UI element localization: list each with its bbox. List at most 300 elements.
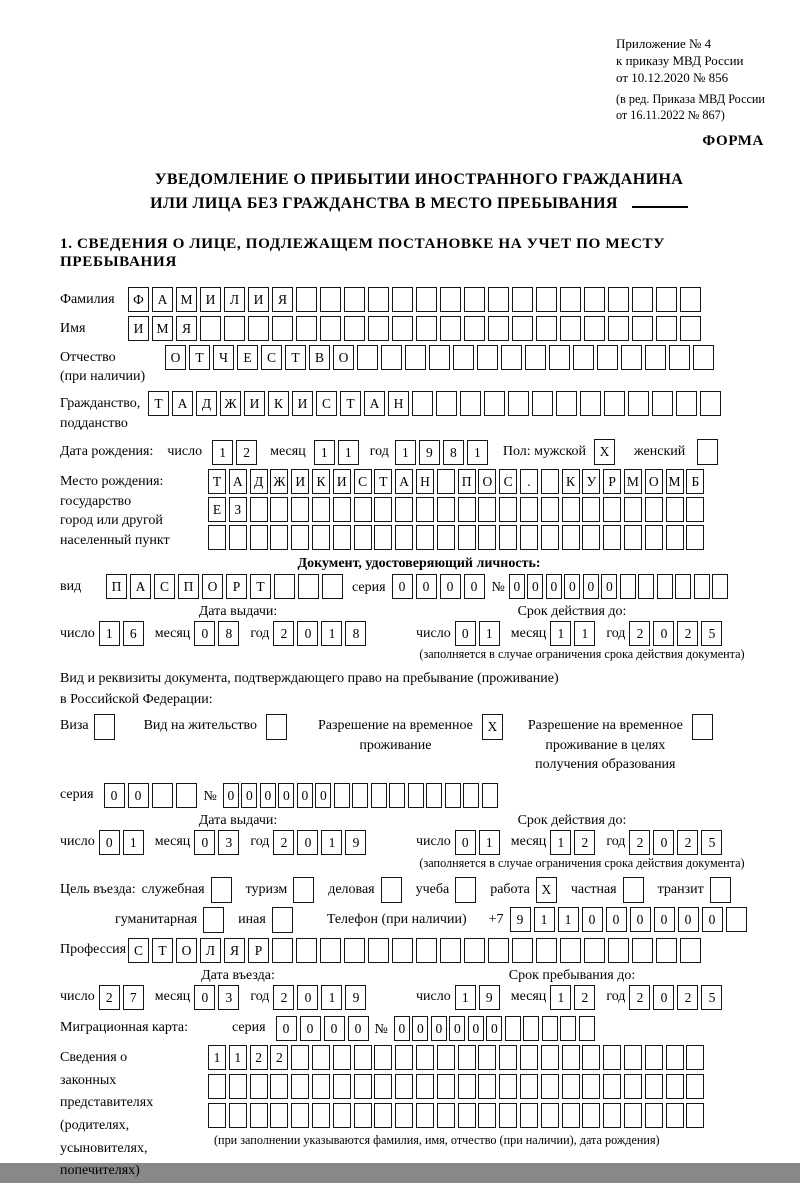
char-box [638, 574, 654, 599]
sex-female-checkbox[interactable] [697, 439, 721, 465]
valid-month-boxes[interactable] [550, 621, 598, 646]
char-box: А [364, 391, 385, 416]
char-box [320, 316, 341, 341]
char-box [645, 345, 666, 370]
char-box [520, 1103, 538, 1128]
char-box: 1 [208, 1045, 226, 1070]
residence-series-boxes[interactable] [104, 783, 200, 808]
char-box [621, 345, 642, 370]
char-box [344, 938, 365, 963]
char-box: 0 [300, 1016, 321, 1041]
char-box: 7 [123, 985, 144, 1010]
char-box [312, 1045, 330, 1070]
char-box [344, 316, 365, 341]
guardians-boxes-row1[interactable] [208, 1045, 778, 1070]
char-box: 0 [678, 907, 699, 932]
citizenship-label [60, 391, 148, 433]
citizenship-row [60, 391, 778, 433]
char-box: 0 [601, 574, 617, 599]
char-box [624, 497, 642, 522]
char-box [354, 1074, 372, 1099]
guardians-boxes-row2[interactable] [208, 1074, 778, 1099]
char-box [645, 1045, 663, 1070]
doc-number-boxes[interactable] [509, 574, 731, 599]
char-box [726, 907, 747, 932]
residence-permit-label: Вид на жительство [143, 718, 257, 734]
purpose-transit-label: транзит [657, 881, 704, 897]
char-box [686, 497, 704, 522]
char-box [656, 316, 677, 341]
purpose-business-checkbox[interactable] [381, 877, 405, 903]
char-box [620, 574, 636, 599]
char-box: 0 [606, 907, 627, 932]
guardians-boxes-row3[interactable] [208, 1103, 778, 1128]
char-box: 0 [582, 907, 603, 932]
char-box [624, 1103, 642, 1128]
char-box [320, 287, 341, 312]
char-box: О [202, 574, 223, 599]
char-box [562, 525, 580, 550]
char-box: X [594, 439, 615, 465]
char-box [296, 316, 317, 341]
char-box: И [128, 316, 149, 341]
char-box [478, 525, 496, 550]
char-box [392, 938, 413, 963]
char-box [656, 287, 677, 312]
char-box [464, 287, 485, 312]
char-box: 2 [677, 830, 698, 855]
valid-day-boxes[interactable] [455, 621, 503, 646]
birth-date-label: Дата рождения: [60, 444, 154, 460]
char-box: 2 [270, 1045, 288, 1070]
guardians-note: (при заполнении указываются фамилия, имя, отчество (при наличии), дата рождения) [214, 1132, 660, 1147]
char-box [291, 1103, 309, 1128]
char-box [488, 316, 509, 341]
char-box [499, 1103, 517, 1128]
year-label: год [250, 625, 270, 641]
char-box [573, 345, 594, 370]
char-box: Н [416, 469, 434, 494]
char-box [512, 938, 533, 963]
char-box [320, 938, 341, 963]
char-box [296, 938, 317, 963]
char-box: Т [208, 469, 226, 494]
month-label: месяц [154, 989, 191, 1005]
char-box: 1 [467, 440, 488, 465]
sex-label: Пол: мужской [502, 444, 587, 460]
char-box: 1 [395, 440, 416, 465]
char-box [266, 714, 287, 740]
form-title-line2: ИЛИ ЛИЦА БЕЗ ГРАЖДАНСТВА В МЕСТО ПРЕБЫВАНИЯ [60, 192, 778, 215]
guardians-section [60, 1045, 778, 1183]
day-label: число [60, 625, 95, 641]
char-box [374, 497, 392, 522]
char-box [582, 525, 600, 550]
entry-month-boxes[interactable] [194, 985, 242, 1010]
char-box: 0 [583, 574, 599, 599]
char-box [426, 783, 442, 808]
char-box [322, 574, 343, 599]
day-label: число [167, 444, 203, 460]
char-box [354, 497, 372, 522]
month-label: месяц [510, 834, 547, 850]
char-box: 0 [654, 907, 675, 932]
char-box: С [316, 391, 337, 416]
issue-month-boxes[interactable] [194, 621, 242, 646]
temp-residence-option [318, 714, 506, 755]
guardians-label-line5: усыновителях, [60, 1140, 148, 1156]
residence-issue-day-boxes[interactable] [99, 830, 147, 855]
char-box [250, 1074, 268, 1099]
birth-year-boxes[interactable] [395, 440, 491, 465]
char-box: 0 [194, 830, 215, 855]
char-box: А [395, 469, 413, 494]
purpose-private-label: частная [570, 881, 617, 897]
char-box [693, 345, 714, 370]
char-box [562, 1045, 580, 1070]
char-box [608, 316, 629, 341]
char-box: 0 [468, 1016, 484, 1041]
char-box: Т [148, 391, 169, 416]
char-box: И [291, 469, 309, 494]
char-box [381, 877, 402, 903]
char-box: 0 [324, 1016, 345, 1041]
migration-card-series-boxes[interactable] [276, 1016, 372, 1041]
char-box [272, 907, 293, 933]
char-box: 2 [629, 621, 650, 646]
phone-label: Телефон (при наличии) [326, 911, 467, 927]
birth-place-boxes-row1[interactable] [208, 469, 707, 494]
char-box [582, 1103, 600, 1128]
char-box [623, 877, 644, 903]
char-box [429, 345, 450, 370]
char-box: О [165, 345, 186, 370]
stay-year-boxes[interactable] [629, 985, 725, 1010]
char-box: Я [224, 938, 245, 963]
year-label: год [606, 834, 626, 850]
issue-day-boxes[interactable] [99, 621, 147, 646]
char-box: 9 [419, 440, 440, 465]
char-box [560, 938, 581, 963]
sex-male-checkbox[interactable] [594, 439, 618, 465]
char-box [463, 783, 479, 808]
char-box: З [229, 497, 247, 522]
char-box [250, 1103, 268, 1128]
char-box [357, 345, 378, 370]
citizenship-label-line2: подданство [60, 415, 128, 431]
title-blank-line [632, 206, 688, 208]
name-label: Имя [60, 320, 86, 336]
birth-place-boxes-row3[interactable] [208, 525, 707, 550]
edu-residence-checkbox[interactable] [692, 714, 716, 740]
char-box [203, 907, 224, 933]
char-box: Н [388, 391, 409, 416]
char-box: Р [603, 469, 621, 494]
char-box [291, 1074, 309, 1099]
char-box [354, 1103, 372, 1128]
series-label: серия [60, 787, 94, 803]
char-box [200, 316, 221, 341]
purpose-humanitarian-checkbox[interactable] [203, 907, 227, 933]
char-box: X [536, 877, 557, 903]
char-box: 0 [653, 830, 674, 855]
residence-issue-year-boxes[interactable] [273, 830, 369, 855]
guardians-label-line6: попечителях) [60, 1163, 140, 1179]
char-box [541, 1074, 559, 1099]
char-box [478, 1074, 496, 1099]
identity-valid-col [416, 604, 778, 662]
birth-day-boxes[interactable] [212, 440, 260, 465]
char-box: 5 [701, 985, 722, 1010]
patronymic-label-line1: Отчество [60, 349, 116, 365]
char-box [501, 345, 522, 370]
identity-issue-col [60, 604, 416, 662]
char-box [520, 1045, 538, 1070]
char-box [666, 1103, 684, 1128]
char-box [94, 714, 115, 740]
birth-month-boxes[interactable] [314, 440, 362, 465]
char-box: 1 [321, 830, 342, 855]
residence-doc-series-row [60, 783, 778, 808]
char-box [458, 1074, 476, 1099]
valid-year-boxes[interactable] [629, 621, 725, 646]
doc-kind-boxes[interactable] [106, 574, 346, 599]
char-box [525, 345, 546, 370]
char-box: 0 [394, 1016, 410, 1041]
char-box [270, 1074, 288, 1099]
month-label: месяц [154, 625, 191, 641]
char-box [523, 1016, 539, 1041]
char-box [312, 497, 330, 522]
day-label: число [416, 834, 451, 850]
residence-valid-col [416, 813, 778, 871]
migration-card-number-boxes[interactable] [394, 1016, 598, 1041]
char-box [499, 1045, 517, 1070]
stay-until-heading: Срок пребывания до: [508, 967, 636, 983]
char-box [562, 497, 580, 522]
char-box: 1 [574, 621, 595, 646]
purpose-tourism-checkbox[interactable] [293, 877, 317, 903]
purpose-official-checkbox[interactable] [211, 877, 235, 903]
char-box [395, 1103, 413, 1128]
char-box [488, 287, 509, 312]
residence-permit-checkbox[interactable] [266, 714, 290, 740]
char-box [542, 1016, 558, 1041]
char-box [562, 1074, 580, 1099]
char-box [582, 1045, 600, 1070]
char-box: Е [237, 345, 258, 370]
char-box [395, 497, 413, 522]
valid-until-heading: Срок действия до: [517, 604, 627, 620]
purpose-study-checkbox[interactable] [455, 877, 479, 903]
residence-doc-options [60, 714, 778, 775]
char-box [580, 391, 601, 416]
char-box [499, 497, 517, 522]
year-label: год [369, 444, 389, 460]
residence-doc-dates [60, 813, 778, 871]
char-box: Т [374, 469, 392, 494]
char-box [458, 1103, 476, 1128]
char-box: Д [196, 391, 217, 416]
char-box [312, 1103, 330, 1128]
char-box: 8 [443, 440, 464, 465]
char-box [464, 938, 485, 963]
char-box [488, 938, 509, 963]
char-box [686, 525, 704, 550]
char-box [416, 316, 437, 341]
phone-boxes[interactable] [510, 907, 750, 932]
validity-note: (заполняется в случае ограничения срока действия документа) [419, 647, 745, 662]
char-box [437, 497, 455, 522]
valid-until-heading: Срок действия до: [517, 812, 627, 828]
char-box [562, 1103, 580, 1128]
issue-year-boxes[interactable] [273, 621, 369, 646]
char-box: 3 [218, 985, 239, 1010]
char-box [579, 1016, 595, 1041]
number-label: № [203, 788, 217, 804]
guardians-label-line2: законных [60, 1072, 117, 1088]
char-box: С [154, 574, 175, 599]
char-box [352, 783, 368, 808]
char-box: 1 [123, 830, 144, 855]
char-box [395, 1074, 413, 1099]
char-box: П [178, 574, 199, 599]
char-box [291, 525, 309, 550]
purpose-tourism-label: туризм [245, 881, 288, 897]
char-box [584, 316, 605, 341]
char-box [368, 287, 389, 312]
residence-valid-year-boxes[interactable] [629, 830, 725, 855]
char-box [416, 938, 437, 963]
char-box: 0 [276, 1016, 297, 1041]
char-box: 2 [677, 621, 698, 646]
char-box: Ж [220, 391, 241, 416]
char-box [333, 525, 351, 550]
profession-boxes[interactable] [128, 938, 704, 963]
char-box: О [176, 938, 197, 963]
char-box [453, 345, 474, 370]
temp-residence-checkbox[interactable] [482, 714, 506, 740]
char-box: С [261, 345, 282, 370]
residence-issue-month-boxes[interactable] [194, 830, 242, 855]
char-box [603, 1045, 621, 1070]
char-box [666, 1074, 684, 1099]
char-box: 0 [455, 621, 476, 646]
char-box: С [354, 469, 372, 494]
residence-doc-intro [60, 668, 778, 710]
char-box [680, 316, 701, 341]
char-box [208, 1074, 226, 1099]
char-box [270, 525, 288, 550]
char-box [440, 316, 461, 341]
char-box [250, 497, 268, 522]
char-box: 1 [321, 985, 342, 1010]
char-box [669, 345, 690, 370]
char-box [532, 391, 553, 416]
char-box [477, 345, 498, 370]
visa-checkbox[interactable] [94, 714, 118, 740]
char-box [272, 316, 293, 341]
profession-label: Профессия [60, 942, 127, 958]
residence-valid-day-boxes[interactable] [455, 830, 503, 855]
char-box: 0 [194, 985, 215, 1010]
char-box: 2 [677, 985, 698, 1010]
doc-series-boxes[interactable] [392, 574, 488, 599]
char-box [211, 877, 232, 903]
purpose-official-label: служебная [141, 881, 205, 897]
purpose-work-checkbox[interactable] [536, 877, 560, 903]
char-box [298, 574, 319, 599]
stay-month-boxes[interactable] [550, 985, 598, 1010]
patronymic-label-line2: (при наличии) [60, 369, 146, 385]
guardians-label-line4: (родителях, [60, 1117, 130, 1133]
char-box [229, 525, 247, 550]
surname-boxes[interactable] [128, 287, 704, 312]
char-box: 0 [297, 830, 318, 855]
month-label: месяц [154, 834, 191, 850]
doc-series-label: серия [352, 580, 386, 596]
char-box: Б [686, 469, 704, 494]
residence-permit-option [144, 714, 290, 740]
day-label: число [416, 989, 451, 1005]
char-box: Ж [270, 469, 288, 494]
section-1-heading: 1. СВЕДЕНИЯ О ЛИЦЕ, ПОДЛЕЖАЩЕМ ПОСТАНОВКЕ НА УЧЕТ ПО МЕСТУ ПРЕБЫВАНИЯ [60, 234, 666, 270]
char-box [392, 316, 413, 341]
birth-place-label-line1: Место рождения: [60, 474, 164, 490]
char-box [381, 345, 402, 370]
citizenship-boxes[interactable] [148, 391, 724, 416]
char-box [248, 316, 269, 341]
char-box [632, 316, 653, 341]
char-box: 0 [104, 783, 125, 808]
residence-number-boxes[interactable] [223, 783, 501, 808]
char-box: М [152, 316, 173, 341]
entry-day-boxes[interactable] [99, 985, 147, 1010]
purpose-other-label: иная [238, 911, 266, 927]
purpose-business-label: деловая [328, 881, 375, 897]
purpose-other-checkbox[interactable] [272, 907, 296, 933]
char-box: А [229, 469, 247, 494]
char-box [608, 287, 629, 312]
name-boxes[interactable] [128, 316, 704, 341]
char-box [710, 877, 731, 903]
char-box: О [478, 469, 496, 494]
char-box [520, 497, 538, 522]
char-box: 0 [449, 1016, 465, 1041]
char-box: И [333, 469, 351, 494]
birth-place-boxes-row2[interactable] [208, 497, 707, 522]
purpose-transit-checkbox[interactable] [710, 877, 734, 903]
char-box [604, 391, 625, 416]
annex-line: Приложение № 4 [616, 36, 712, 51]
char-box: Т [340, 391, 361, 416]
char-box [368, 316, 389, 341]
char-box [478, 497, 496, 522]
char-box: М [176, 287, 197, 312]
purpose-private-checkbox[interactable] [623, 877, 647, 903]
issue-date-heading: Дата выдачи: [198, 604, 278, 620]
char-box [374, 1103, 392, 1128]
entry-purpose-row2 [60, 907, 778, 933]
char-box [440, 938, 461, 963]
char-box: 0 [486, 1016, 502, 1041]
migration-card-row [60, 1016, 778, 1041]
patronymic-boxes[interactable] [165, 345, 717, 370]
entry-year-boxes[interactable] [273, 985, 369, 1010]
residence-valid-month-boxes[interactable] [550, 830, 598, 855]
stay-day-boxes[interactable] [455, 985, 503, 1010]
char-box [416, 525, 434, 550]
